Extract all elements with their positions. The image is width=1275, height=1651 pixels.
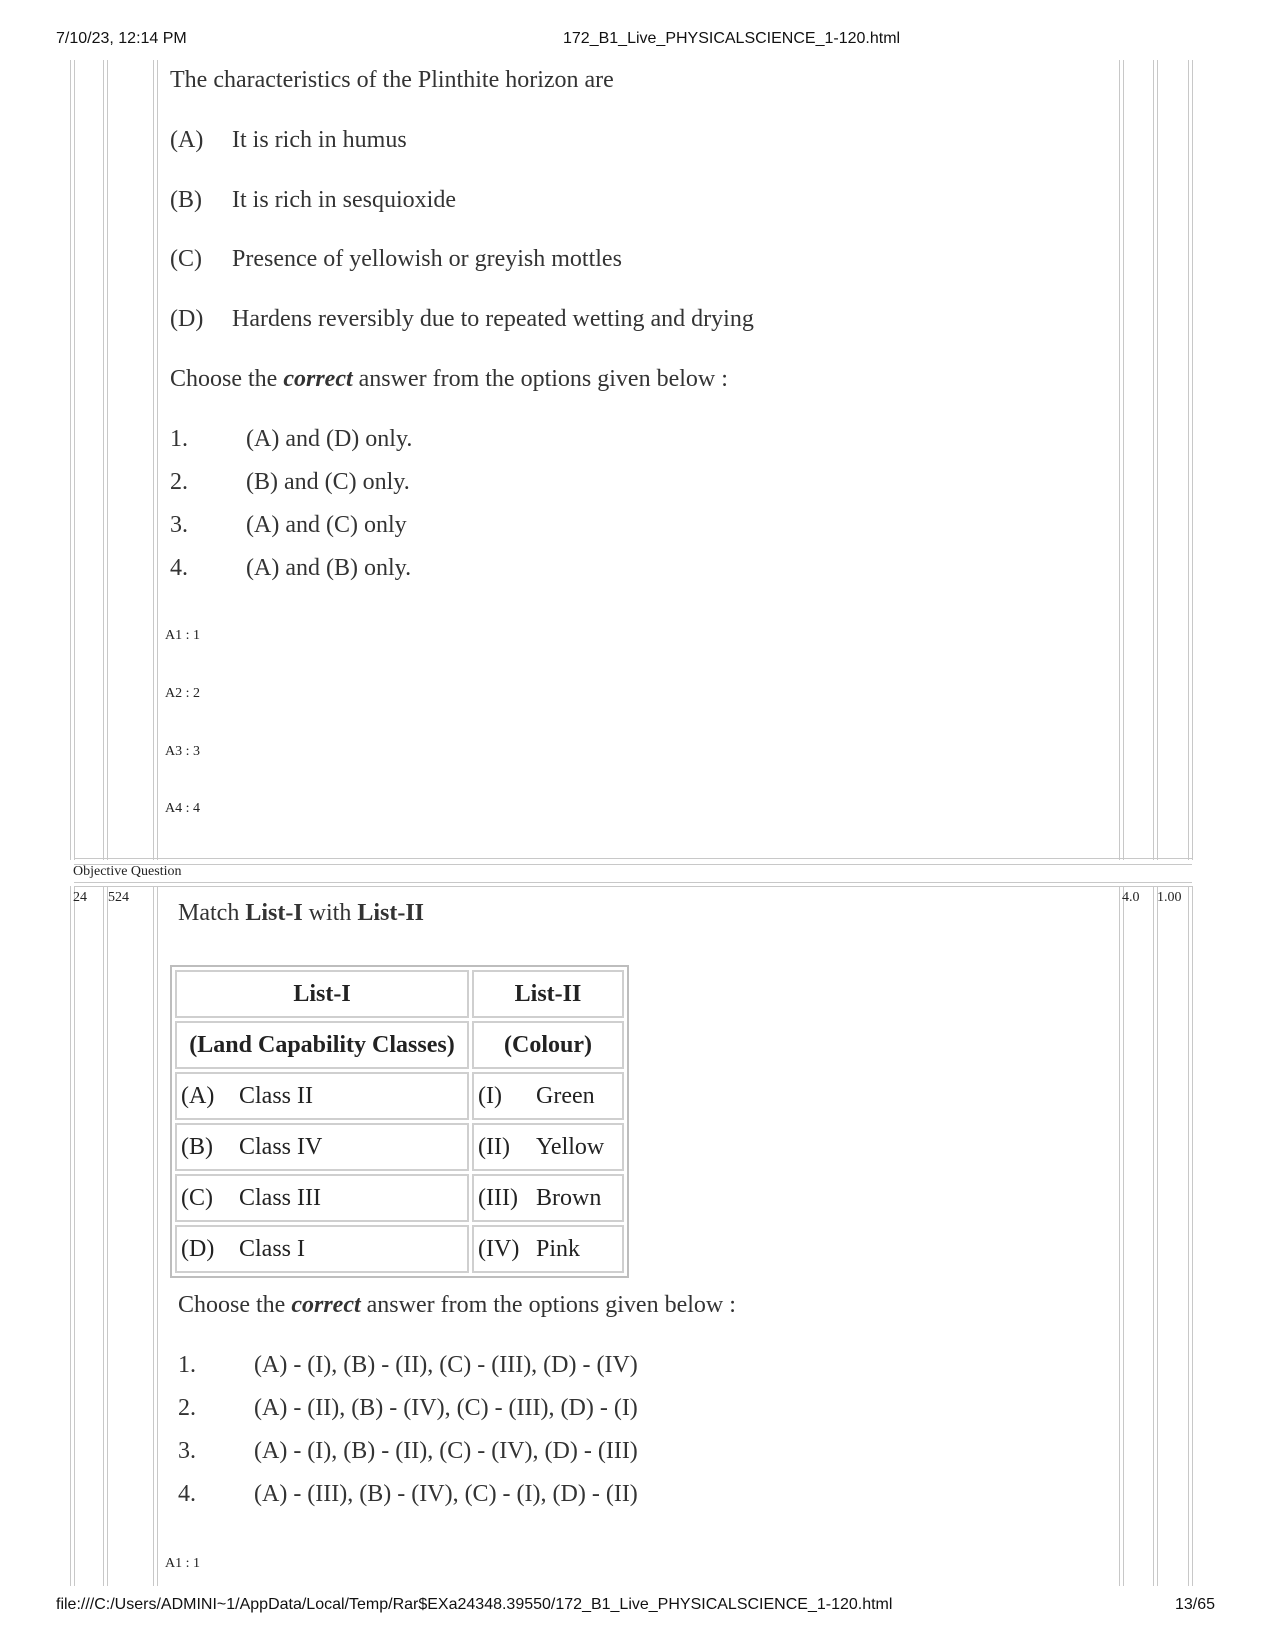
q2-option-text: (A) - (I), (B) - (II), (C) - (III), (D) - (IV) bbox=[254, 1352, 638, 1378]
q1-statement-label: (B) bbox=[170, 187, 202, 213]
q1-statement-label: (D) bbox=[170, 306, 204, 332]
table-row bbox=[175, 1123, 624, 1171]
file-path: file:///C:/Users/ADMINI~1/AppData/Local/Temp/Rar$EXa24348.39550/172_B1_Live_PHYSICALSCIENCE_1-120.html bbox=[56, 1596, 893, 1613]
q2-option-number: 2. bbox=[178, 1395, 196, 1421]
table-row bbox=[175, 1174, 624, 1222]
list2-label: (I) bbox=[478, 1082, 502, 1109]
q1-statement-text: Presence of yellowish or greyish mottles bbox=[232, 246, 622, 272]
list2-label: (III) bbox=[478, 1184, 518, 1211]
table-row bbox=[175, 1072, 624, 1120]
q1-option-number: 3. bbox=[170, 512, 188, 538]
q1-instruction: Choose the correct answer from the options given below : bbox=[170, 366, 728, 392]
q1-option-number: 2. bbox=[170, 469, 188, 495]
list2-label: (IV) bbox=[478, 1235, 520, 1262]
list2-item: Green bbox=[536, 1082, 595, 1109]
list2-header: List-II bbox=[472, 970, 624, 1018]
list2-subheader: (Colour) bbox=[472, 1021, 624, 1069]
list1-subheader: (Land Capability Classes) bbox=[175, 1021, 469, 1069]
document-title: 172_B1_Live_PHYSICALSCIENCE_1-120.html bbox=[563, 30, 901, 47]
q1-answer-key: A3 : 3 bbox=[165, 744, 200, 759]
q2-stem: Match List-I with List-II bbox=[178, 900, 425, 926]
page-number: 13/65 bbox=[1175, 1596, 1216, 1613]
q1-answer-key: A4 : 4 bbox=[165, 801, 200, 816]
q1-statement-label: (A) bbox=[170, 127, 204, 153]
section-label: Objective Question bbox=[73, 864, 182, 879]
list1-item: Class I bbox=[239, 1235, 305, 1262]
list1-label: (A) bbox=[181, 1082, 215, 1109]
q2-instruction: Choose the correct answer from the options given below : bbox=[178, 1292, 736, 1318]
q1-option-number: 4. bbox=[170, 555, 188, 581]
list1-label: (B) bbox=[181, 1133, 213, 1160]
q1-option-text: (A) and (B) only. bbox=[246, 555, 412, 581]
list1-header: List-I bbox=[175, 970, 469, 1018]
q2-option-number: 4. bbox=[178, 1481, 196, 1507]
q2-option-text: (A) - (II), (B) - (IV), (C) - (III), (D) - (I) bbox=[254, 1395, 638, 1421]
print-datetime: 7/10/23, 12:14 PM bbox=[56, 30, 187, 47]
q1-statement-label: (C) bbox=[170, 246, 202, 272]
list2-item: Brown bbox=[536, 1184, 602, 1211]
q2-option-number: 3. bbox=[178, 1438, 196, 1464]
q1-statement-text: It is rich in humus bbox=[232, 127, 407, 153]
q1-answer-key: A2 : 2 bbox=[165, 686, 200, 701]
list1-item: Class IV bbox=[239, 1133, 323, 1160]
q2-option-number: 1. bbox=[178, 1352, 196, 1378]
q2-option-text: (A) - (I), (B) - (II), (C) - (IV), (D) - (III) bbox=[254, 1438, 638, 1464]
list2-item: Pink bbox=[536, 1235, 581, 1262]
q1-option-text: (B) and (C) only. bbox=[246, 469, 410, 495]
q1-statement-text: Hardens reversibly due to repeated wetting and drying bbox=[232, 306, 754, 332]
table-row bbox=[175, 1225, 624, 1273]
match-table bbox=[170, 965, 629, 1278]
list1-label: (D) bbox=[181, 1235, 215, 1262]
list1-item: Class II bbox=[239, 1082, 313, 1109]
q1-answer-key: A1 : 1 bbox=[165, 628, 200, 643]
q1-option-number: 1. bbox=[170, 426, 188, 452]
marks: 4.0 bbox=[1122, 890, 1140, 905]
q2-option-text: (A) - (III), (B) - (IV), (C) - (I), (D) - (II) bbox=[254, 1481, 638, 1507]
question-id: 524 bbox=[108, 890, 129, 905]
q1-stem: The characteristics of the Plinthite horizon are bbox=[170, 67, 614, 93]
q1-option-text: (A) and (C) only bbox=[246, 512, 407, 538]
negative-marks: 1.00 bbox=[1157, 890, 1182, 905]
q2-answer-key: A1 : 1 bbox=[165, 1556, 200, 1571]
list1-label: (C) bbox=[181, 1184, 213, 1211]
list2-item: Yellow bbox=[536, 1133, 605, 1160]
q1-option-text: (A) and (D) only. bbox=[246, 426, 413, 452]
list2-label: (II) bbox=[478, 1133, 510, 1160]
q1-statement-text: It is rich in sesquioxide bbox=[232, 187, 456, 213]
serial-number: 24 bbox=[73, 890, 87, 905]
list1-item: Class III bbox=[239, 1184, 321, 1211]
